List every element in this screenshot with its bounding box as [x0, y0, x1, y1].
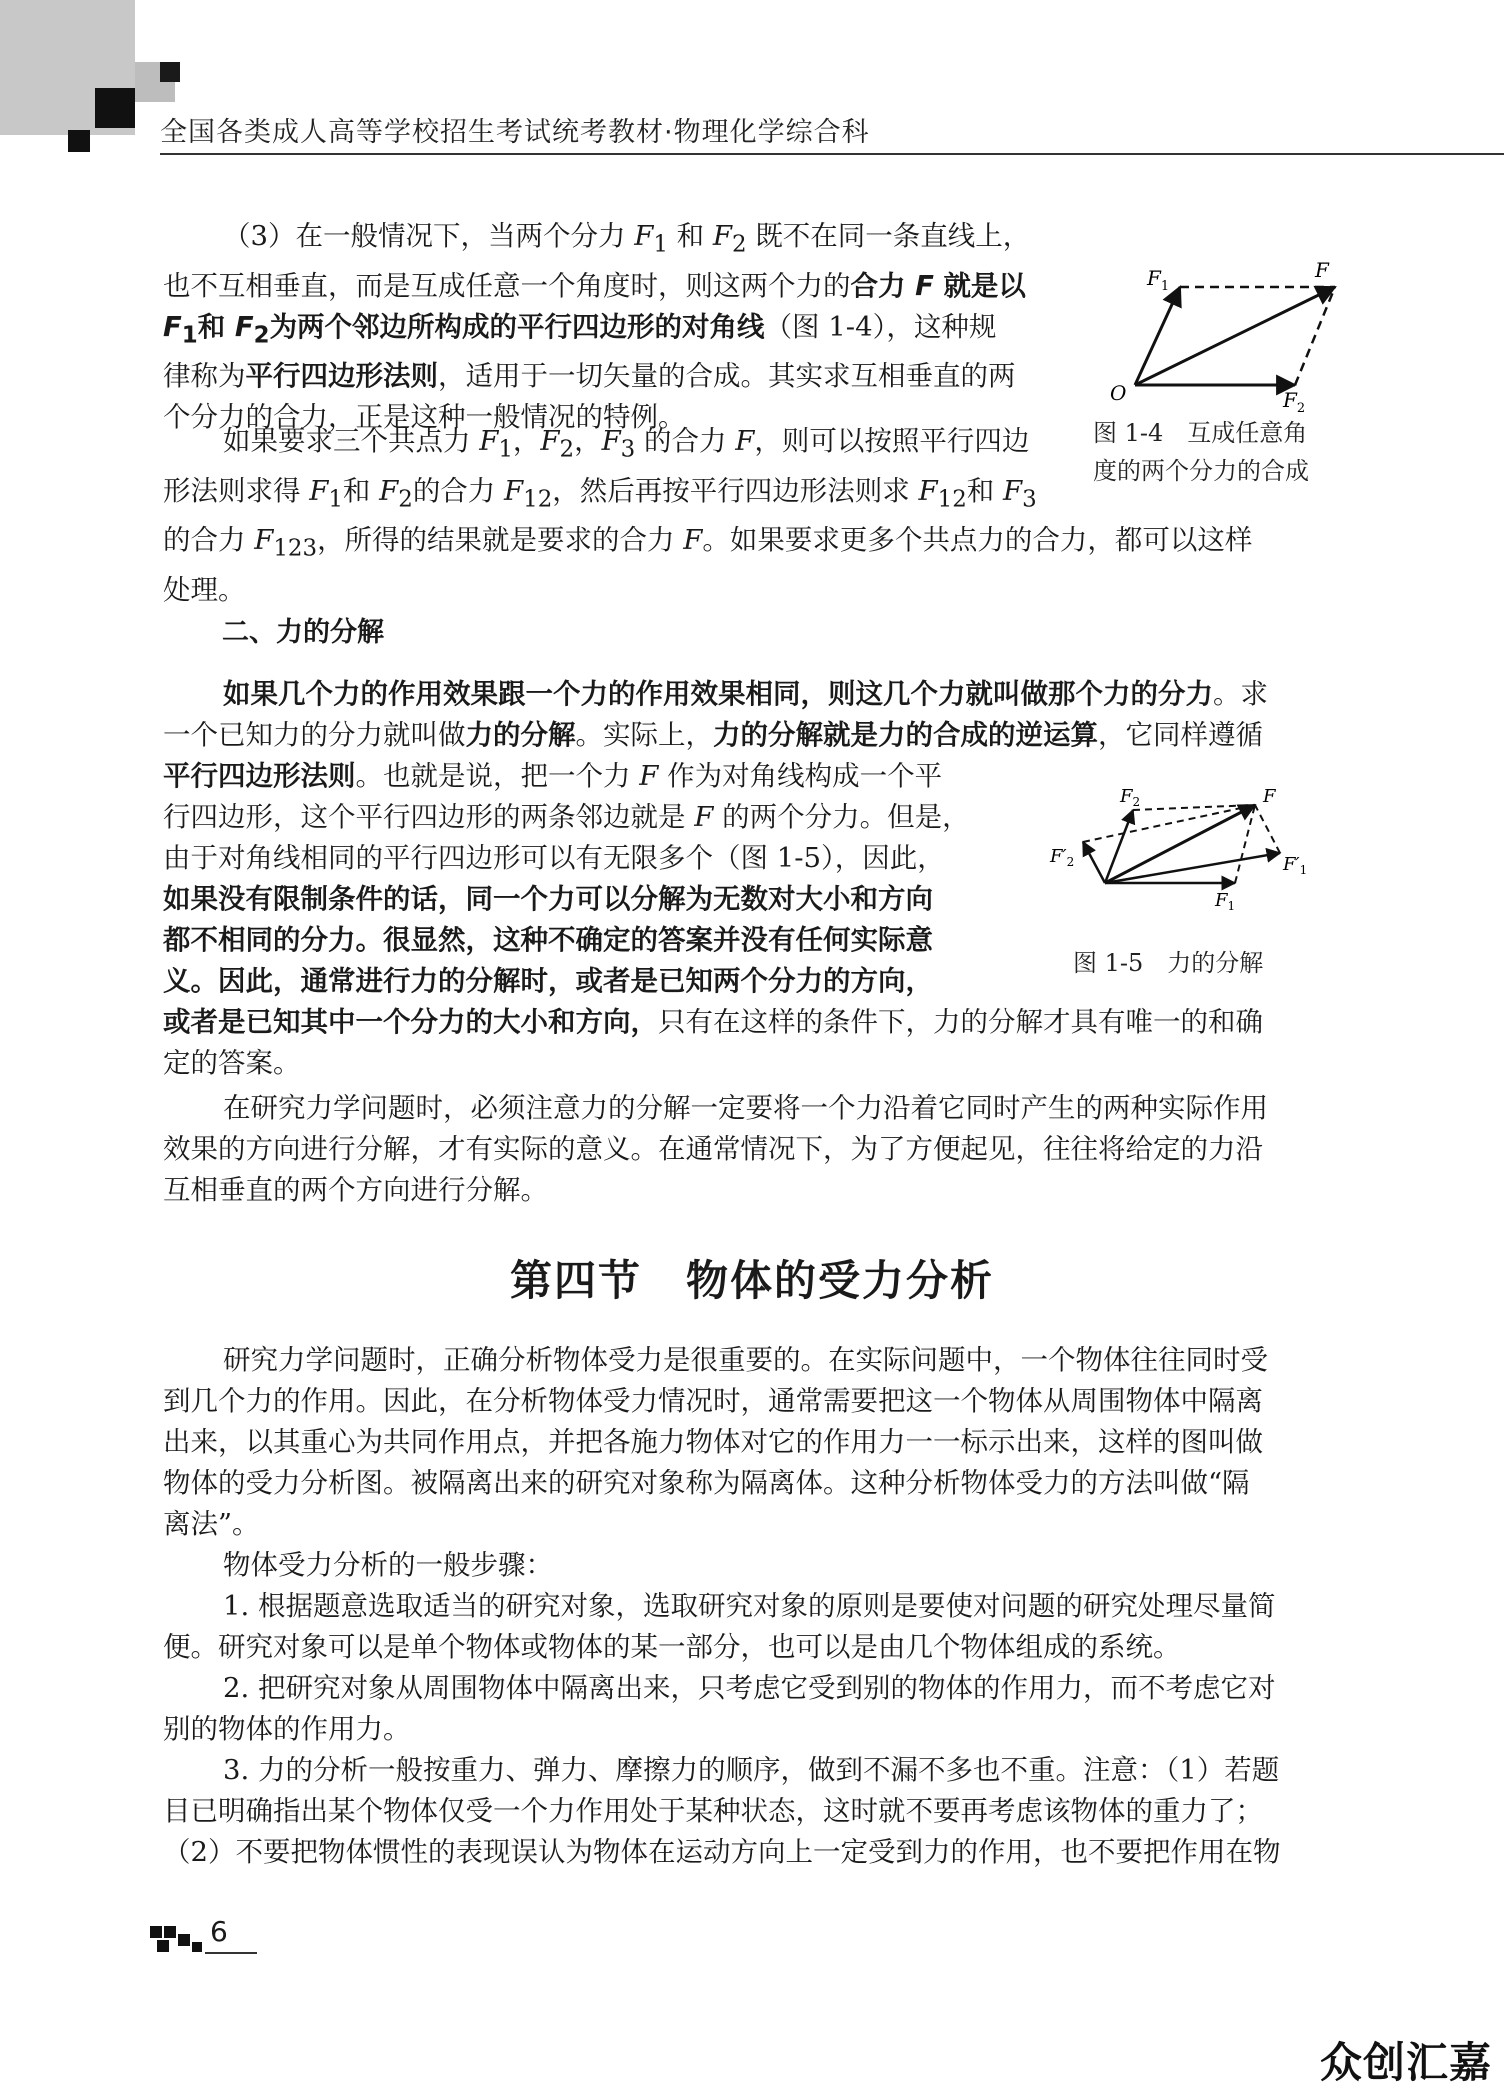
section-title: 第四节 物体的受力分析 [509, 1256, 994, 1305]
page-number-rule [205, 1952, 257, 1954]
dashed-edge-right [1295, 287, 1335, 385]
dash-2 [1235, 805, 1255, 883]
dash-4 [1255, 805, 1280, 853]
steps-list: 物体受力分析的一般步骤： 1. 根据题意选取适当的研究对象，选取研究对象的原则是要使对问题的研究处理尽量简 便。研究对象可以是单个物体或物体的某一部分，也可以是由几个物体组成的系统。 2. 把研究对象从周围物体中隔离出来，只考虑它受到别的物体的作用力，而不考虑它对 别的物体的作用力。 3. 力的分析一般按重力、弹力、摩擦力的顺序，做到不漏不多也不重。注意：（1）若题 目已明确指出某个物体仅受一个力作用处于某种状态，这时就不要再考虑该物体的重力了； （2）不要把物体惯性的表现误认为物体在运动方向上一定受到力的作用，也不要把作用在物 [163, 1549, 1281, 1868]
page-number: 6 [210, 1915, 228, 1948]
label-f1-prime: $F'_1$ [1283, 854, 1308, 877]
f2-prime-vector [1083, 842, 1105, 883]
paragraph-three-forces: 如果要求三个共点力 $F_1$，$F_2$，$F_3$ 的合力 F，则可以按照平行四边 形法则求得 $F_1$和 $F_2$的合力 $F_{12}$，然后再按平行四边形法则求 $F_{12}$和 $F_3$ 的合力 $F_{123}$，所得的结果就是要求的合力 F。如果要求更多个共点力的合力，都可以这样 处理。 [163, 425, 1253, 606]
label-f1: $F_1$ [1215, 890, 1236, 913]
dash-3 [1083, 805, 1255, 842]
figure-1-4-diagram [1085, 255, 1345, 416]
header-rule [160, 153, 1504, 155]
figure-1-5-diagram [1045, 780, 1315, 913]
label-f: F [1263, 786, 1276, 807]
paragraph-force-decomposition: 如果几个力的作用效果跟一个力的作用效果相同，则这几个力就叫做那个力的分力。求 一个已知力的分力就叫做力的分解。实际上，力的分解就是力的合成的逆运算，它同样遵循 平行四边形法则。也就是说，把一个力 F 作为对角线构成一个平 行四边形，这个平行四边形的两条邻边就是 F 的两个分力。但是， 由于对角线相同的平行四边形可以有无限多个（图 1-5），因此， 如果没有限制条件的话，同一个力可以分解为无数对大小和方向 都不相同的分力。很显然，这种不确定的答案并没有任何实际意 义。因此，通常进行力的分解时，或者是已知两个分力的方向， 或者是已知其中一个分力的大小和方向，只有在这样的条件下，力的分解才具有唯一的和确 定的答案。 [163, 678, 1268, 1079]
paragraph-practical-decomposition: 在研究力学问题时，必须注意力的分解一定要将一个力沿着它同时产生的两种实际作用 效果的方向进行分解，才有实际的意义。在通常情况下，为了方便起见，往往将给定的力沿 互相垂直的两个方向进行分解。 [163, 1092, 1268, 1206]
f1-vector [1135, 287, 1180, 385]
figure-1-4-caption: 图 1-4 互成任意角 度的两个分力的合成 [1093, 419, 1309, 485]
label-o: O [1110, 381, 1127, 405]
watermark: 众创汇嘉 [1319, 2038, 1492, 2087]
corner-decoration [0, 0, 180, 180]
heading-force-decomposition: 二、力的分解 [222, 617, 384, 648]
running-header: 全国各类成人高等学校招生考试统考教材·物理化学综合科 [160, 117, 870, 148]
label-f2-prime: $F'_2$ [1050, 846, 1075, 869]
label-f1: $F_1$ [1147, 266, 1170, 294]
label-f2: $F_2$ [1120, 786, 1141, 809]
resultant-f-vector [1135, 287, 1335, 385]
label-f: F [1315, 258, 1329, 282]
label-f2: $F_2$ [1283, 388, 1306, 416]
paragraph-parallelogram-rule: （3）在一般情况下，当两个分力 $F_1$ 和 $F_2$ 既不在同一条直线上， 也不互相垂直，而是互成任意一个角度时，则这两个力的合力 F 就是以 $F_1$和 $F_2$为两个邻边所构成的平行四边形的对角线（图 1-4），这种规 律称为平行四边形法则，适用于一切矢量的合成。其实求互相垂直的两 个分力的合力，正是这种一般情况的特例。 [163, 220, 1031, 433]
paragraph-isolation-method: 研究力学问题时，正确分析物体受力是很重要的。在实际问题中，一个物体往往同时受 到几个力的作用。因此，在分析物体受力情况时，通常需要把这一个物体从周围物体中隔离 出来，以其重心为共同作用点，并把各施力物体对它的作用力一一标示出来，这样的图叫做 物体的受力分析图。被隔离出来的研究对象称为隔离体。这种分析物体受力的方法叫做“隔 离法”。 [163, 1344, 1268, 1540]
footer-decoration [150, 1926, 210, 1956]
figure-1-5-caption: 图 1-5 力的分解 [1073, 949, 1264, 977]
